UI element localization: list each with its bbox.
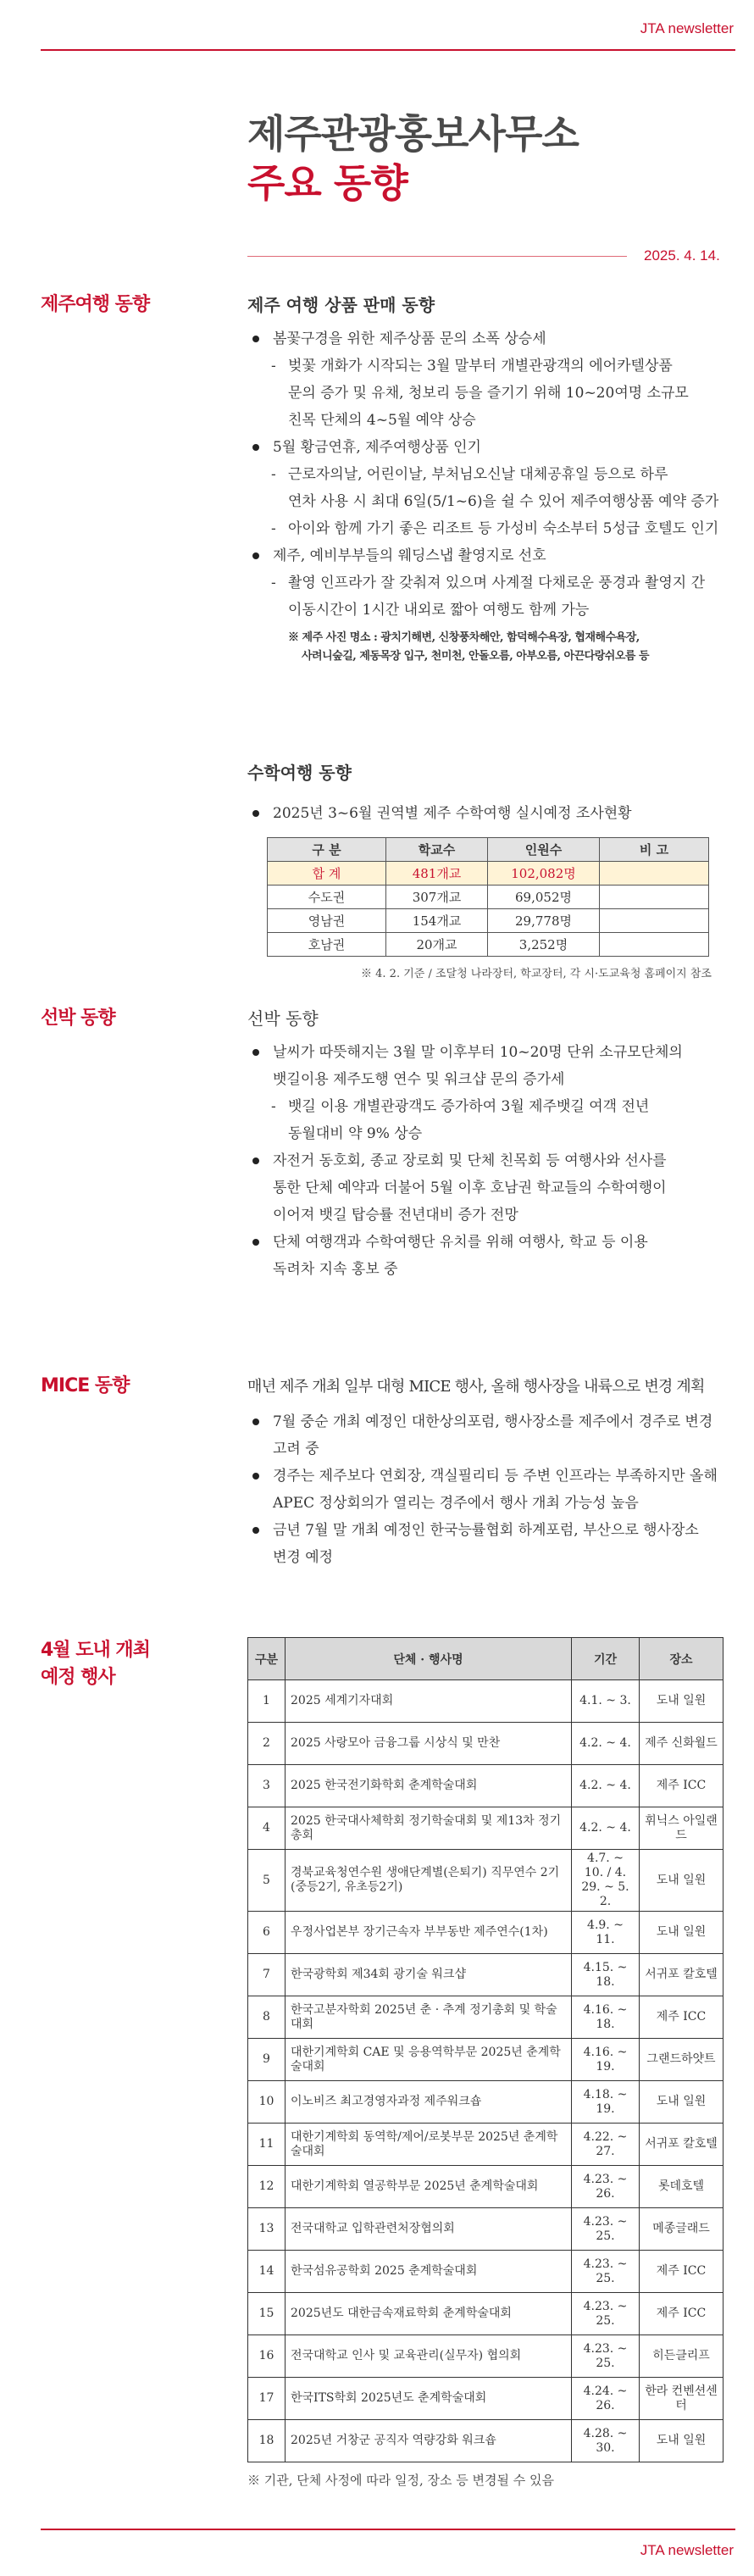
table-cell: 7 — [248, 1954, 286, 1996]
table-row — [248, 1912, 724, 1954]
table-cell: 휘닉스 아일랜드 — [640, 1807, 724, 1850]
table-cell: 4.1. ~ 3. — [572, 1680, 640, 1723]
school-trip-bullet: 2025년 3~6월 권역별 제주 수학여행 실시예정 조사현황 — [247, 800, 722, 827]
table-cell: 도내 일원 — [640, 1912, 724, 1954]
table-cell: 4.2. ~ 4. — [572, 1765, 640, 1807]
table-row-total — [268, 862, 709, 886]
table-cell: 도내 일원 — [640, 2420, 724, 2462]
table-cell: 4.18. ~ 19. — [572, 2081, 640, 2124]
newsletter-brand-bottom: JTA newsletter — [640, 2542, 734, 2558]
table-cell: 2 — [248, 1723, 286, 1765]
table-cell: 2025 세계기자대회 — [286, 1680, 572, 1723]
table-row — [248, 2335, 724, 2378]
table-cell: 4.24. ~ 26. — [572, 2378, 640, 2420]
table-cell: 한국광학회 제34회 광기술 워크샵 — [286, 1954, 572, 1996]
events-label-line1: 4월 도내 개최 — [41, 1640, 150, 1661]
table-cell: 16 — [248, 2335, 286, 2378]
table-cell: 4.9. ~ 11. — [572, 1912, 640, 1954]
table-cell — [600, 886, 709, 909]
table-cell: 서귀포 칼호텔 — [640, 2124, 724, 2166]
table-cell: 그랜드하얏트 — [640, 2039, 724, 2081]
table-row — [248, 2124, 724, 2166]
table-cell: 제주 ICC — [640, 1765, 724, 1807]
table-cell: 29,778명 — [488, 909, 600, 933]
table-cell: 4.2. ~ 4. — [572, 1723, 640, 1765]
table-cell: 4.16. ~ 19. — [572, 2039, 640, 2081]
school-trip-title: 수학여행 동향 — [247, 763, 352, 783]
table-cell — [600, 933, 709, 957]
table-cell: 8 — [248, 1996, 286, 2039]
photo-spots-note — [247, 629, 722, 666]
table-cell: 12 — [248, 2166, 286, 2208]
list-item: - 뱃길 이용 개별관광객도 증가하여 3월 제주뱃길 여객 전년 — [247, 1093, 722, 1120]
table-cell: 전국대학교 인사 및 교육관리(실무자) 협의회 — [286, 2335, 572, 2378]
table-cell: 롯데호텔 — [640, 2166, 724, 2208]
date-rule — [247, 256, 627, 257]
table-cell: 13 — [248, 2208, 286, 2251]
table-cell: 제주 ICC — [640, 1996, 724, 2039]
list-item: 단체 여행객과 수학여행단 유치를 위해 여행사, 학교 등 이용 — [247, 1229, 722, 1256]
table-cell — [600, 862, 709, 886]
note-line: ※ 제주 사진 명소 : 광치기해변, 신창풍차해안, 함덕해수욕장, 협재해수욕장, — [288, 631, 640, 644]
table-cell: 3 — [248, 1765, 286, 1807]
table-row — [248, 2081, 724, 2124]
school-trip-table — [267, 837, 709, 957]
table-cell: 4.7. ~ 10. / 4. 29. ~ 5. 2. — [572, 1850, 640, 1912]
table-header: 기간 — [572, 1638, 640, 1680]
table-cell: 2025년 거창군 공직자 역량강화 워크숍 — [286, 2420, 572, 2462]
table-cell: 4.23. ~ 25. — [572, 2251, 640, 2293]
table-cell: 4.2. ~ 4. — [572, 1807, 640, 1850]
table-row — [248, 1680, 724, 1723]
table-cell: 제주 ICC — [640, 2251, 724, 2293]
list-item: 5월 황금연휴, 제주여행상품 인기 — [247, 434, 722, 461]
table-cell: 4.28. ~ 30. — [572, 2420, 640, 2462]
table-cell: 2025 한국대사체학회 정기학술대회 및 제13차 정기총회 — [286, 1807, 572, 1850]
list-item: 독려차 지속 홍보 중 — [273, 1261, 398, 1278]
table-cell: 1 — [248, 1680, 286, 1723]
list-item: - 아이와 함께 가기 좋은 리조트 등 가성비 숙소부터 5성급 호텔도 인기 — [247, 515, 722, 542]
footer-divider — [41, 2529, 735, 2530]
header-divider — [41, 49, 735, 51]
list-item: 이어져 뱃길 탑승률 전년대비 증가 전망 — [273, 1207, 518, 1224]
table-cell: 4.23. ~ 25. — [572, 2335, 640, 2378]
table-cell: 경북교육청연수원 생애단계별(은퇴기) 직무연수 2기(중등2기, 유초등2기) — [286, 1850, 572, 1912]
table-row — [268, 886, 709, 909]
mice-title: 매년 제주 개최 일부 대형 MICE 행사, 올해 행사장을 내륙으로 변경 계획 — [247, 1378, 705, 1396]
list-item: 문의 증가 및 유채, 청보리 등을 즐기기 위해 10~20여명 소규모 — [288, 385, 689, 402]
table-cell: 우정사업본부 장기근속자 부부동반 제주연수(1차) — [286, 1912, 572, 1954]
table-cell: 307개교 — [386, 886, 488, 909]
table-header: 장소 — [640, 1638, 724, 1680]
table-cell: 한국고분자학회 2025년 춘 · 추계 정기총회 및 학술대회 — [286, 1996, 572, 2039]
travel-list — [247, 325, 722, 666]
table-cell: 11 — [248, 2124, 286, 2166]
section-label-travel: 제주여행 동향 — [41, 294, 150, 315]
table-cell: 481개교 — [386, 862, 488, 886]
table-cell: 4 — [248, 1807, 286, 1850]
table-row — [248, 2039, 724, 2081]
page-title-line1: 제주관광홍보사무소 — [247, 111, 579, 157]
table-cell: 수도권 — [268, 886, 386, 909]
table-row — [248, 2293, 724, 2335]
list-item: 변경 예정 — [273, 1549, 334, 1566]
table-row — [248, 2166, 724, 2208]
table-header: 구분 — [248, 1638, 286, 1680]
table-header: 비 고 — [600, 838, 709, 862]
table-cell: 4.23. ~ 25. — [572, 2293, 640, 2335]
ship-list — [247, 1039, 722, 1283]
table-cell: 18 — [248, 2420, 286, 2462]
table-cell: 15 — [248, 2293, 286, 2335]
list-item: 날씨가 따뜻해지는 3월 말 이후부터 10~20명 단위 소규모단체의 — [247, 1039, 722, 1066]
list-item: 봄꽃구경을 위한 제주상품 문의 소폭 상승세 — [247, 325, 722, 353]
table-header: 학교수 — [386, 838, 488, 862]
table-cell: 9 — [248, 2039, 286, 2081]
school-trip-source-note: ※ 4. 2. 기준 / 조달청 나라장터, 학교장터, 각 시·도교육청 홈페이지 참조 — [361, 968, 712, 980]
list-item: 금년 7월 말 개최 예정인 한국능률협회 하계포럼, 부산으로 행사장소 — [247, 1517, 722, 1544]
table-row — [248, 2251, 724, 2293]
list-item: 7월 중순 개최 예정인 대한상의포럼, 행사장소를 제주에서 경주로 변경 — [247, 1408, 722, 1435]
list-item: 뱃길이용 제주도행 연수 및 워크샵 문의 증가세 — [273, 1071, 565, 1088]
list-item: 자전거 동호회, 종교 장로회 및 단체 친목회 등 여행사와 선사를 — [247, 1147, 722, 1174]
table-cell — [600, 909, 709, 933]
list-item: 이동시간이 1시간 내외로 짧아 여행도 함께 가능 — [288, 602, 590, 619]
section-label-ship: 선박 동향 — [41, 1008, 115, 1029]
table-cell: 호남권 — [268, 933, 386, 957]
table-cell: 대한기계학회 CAE 및 응용역학부문 2025년 춘계학술대회 — [286, 2039, 572, 2081]
table-cell: 대한기계학회 동역학/제어/로봇부문 2025년 춘계학술대회 — [286, 2124, 572, 2166]
list-item: 통한 단체 예약과 더불어 5월 이후 호남권 학교들의 수학여행이 — [273, 1180, 667, 1196]
table-cell: 전국대학교 입학관련처장협의회 — [286, 2208, 572, 2251]
list-item: 친목 단체의 4~5월 예약 상승 — [288, 412, 476, 429]
table-cell: 4.16. ~ 18. — [572, 1996, 640, 2039]
table-row — [248, 2378, 724, 2420]
section-label-events — [41, 1637, 150, 1691]
table-cell: 5 — [248, 1850, 286, 1912]
table-cell: 102,082명 — [488, 862, 600, 886]
table-row — [248, 1723, 724, 1765]
table-row — [248, 1765, 724, 1807]
list-item: 제주, 예비부부들의 웨딩스냅 촬영지로 선호 — [247, 542, 722, 569]
table-cell: 도내 일원 — [640, 2081, 724, 2124]
table-cell: 제주 신화월드 — [640, 1723, 724, 1765]
table-row — [248, 2208, 724, 2251]
note-line: 사려니숲길, 제동목장 입구, 천미천, 안돌오름, 아부오름, 아끈다랑쉬오름 등 — [302, 650, 650, 663]
table-row — [248, 1954, 724, 1996]
list-item: 고려 중 — [273, 1441, 319, 1457]
table-header: 인원수 — [488, 838, 600, 862]
school-trip-list — [247, 800, 722, 827]
table-cell: 한국섬유공학회 2025 춘계학술대회 — [286, 2251, 572, 2293]
table-header: 구 분 — [268, 838, 386, 862]
table-cell: 6 — [248, 1912, 286, 1954]
table-cell: 17 — [248, 2378, 286, 2420]
ship-title: 선박 동향 — [247, 1008, 319, 1029]
table-cell: 서귀포 칼호텔 — [640, 1954, 724, 1996]
table-header: 단체 · 행사명 — [286, 1638, 572, 1680]
table-cell: 메종글래드 — [640, 2208, 724, 2251]
table-cell: 14 — [248, 2251, 286, 2293]
table-cell: 154개교 — [386, 909, 488, 933]
list-item: - 촬영 인프라가 잘 갖춰져 있으며 사계절 다채로운 풍경과 촬영지 간 — [247, 569, 722, 597]
table-cell: 2025 한국전기화학회 춘계학술대회 — [286, 1765, 572, 1807]
newsletter-brand-top: JTA newsletter — [640, 20, 734, 36]
table-cell: 4.22. ~ 27. — [572, 2124, 640, 2166]
table-row — [248, 1850, 724, 1912]
table-cell: 한국ITS학회 2025년도 춘계학술대회 — [286, 2378, 572, 2420]
page-title-line2: 주요 동향 — [247, 160, 407, 206]
table-cell: 2025년도 대한금속재료학회 춘계학술대회 — [286, 2293, 572, 2335]
travel-title: 제주 여행 상품 판매 동향 — [247, 295, 435, 315]
table-cell: 4.23. ~ 25. — [572, 2208, 640, 2251]
table-cell: 영남권 — [268, 909, 386, 933]
table-cell: 한라 컨벤션센터 — [640, 2378, 724, 2420]
table-cell: 2025 사랑모아 금융그룹 시상식 및 만찬 — [286, 1723, 572, 1765]
table-cell: 20개교 — [386, 933, 488, 957]
list-item: 동월대비 약 9% 상승 — [288, 1125, 423, 1142]
table-cell: 대한기계학회 열공학부문 2025년 춘계학술대회 — [286, 2166, 572, 2208]
table-cell: 69,052명 — [488, 886, 600, 909]
table-cell: 합 계 — [268, 862, 386, 886]
table-row — [248, 1807, 724, 1850]
events-label-line2: 예정 행사 — [41, 1667, 115, 1688]
events-table — [247, 1637, 724, 2462]
list-item: APEC 정상회의가 열리는 경주에서 행사 개최 가능성 높음 — [273, 1495, 639, 1512]
table-cell: 제주 ICC — [640, 2293, 724, 2335]
table-cell: 도내 일원 — [640, 1850, 724, 1912]
table-row — [268, 933, 709, 957]
table-cell: 도내 일원 — [640, 1680, 724, 1723]
list-item: 연차 사용 시 최대 6일(5/1~6)을 쉴 수 있어 제주여행상품 예약 증가 — [288, 493, 719, 510]
issue-date: 2025. 4. 14. — [644, 247, 720, 264]
mice-list — [247, 1408, 722, 1571]
table-cell: 4.23. ~ 26. — [572, 2166, 640, 2208]
section-label-mice: MICE 동향 — [41, 1375, 130, 1396]
table-row — [248, 1996, 724, 2039]
table-cell: 10 — [248, 2081, 286, 2124]
events-note: ※ 기관, 단체 사정에 따라 일정, 장소 등 변경될 수 있음 — [247, 2473, 555, 2488]
table-cell: 3,252명 — [488, 933, 600, 957]
table-row — [248, 2420, 724, 2462]
list-item: - 벚꽃 개화가 시작되는 3월 말부터 개별관광객의 에어카텔상품 — [247, 353, 722, 380]
table-row — [268, 909, 709, 933]
list-item: 경주는 제주보다 연회장, 객실필리티 등 주변 인프라는 부족하지만 올해 — [247, 1463, 722, 1490]
table-cell: 히든클리프 — [640, 2335, 724, 2378]
list-item: - 근로자의날, 어린이날, 부처님오신날 대체공휴일 등으로 하루 — [247, 461, 722, 488]
table-cell: 4.15. ~ 18. — [572, 1954, 640, 1996]
table-cell: 이노비즈 최고경영자과정 제주워크숍 — [286, 2081, 572, 2124]
